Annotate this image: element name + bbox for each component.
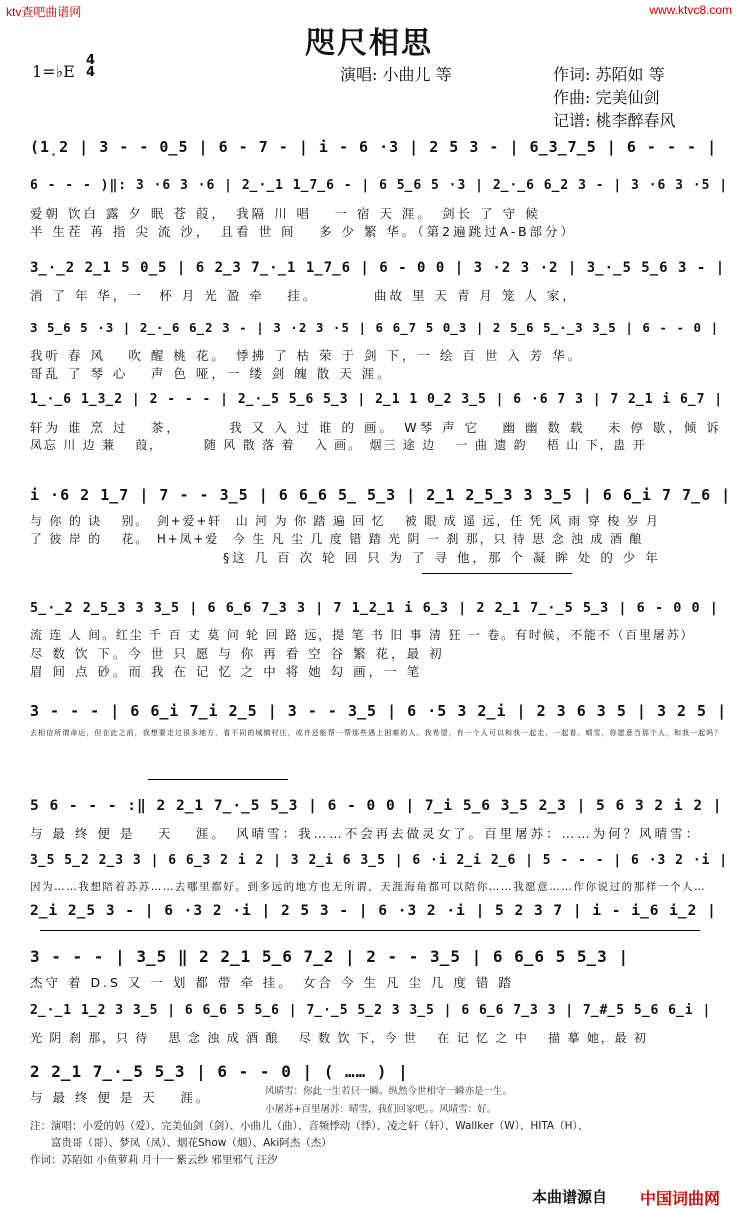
time-signature xyxy=(86,55,95,79)
dialogue-end-1: 风晴雪：你此一生若只一瞬。纵然今世相守一瞬亦是一生。 xyxy=(265,1086,513,1097)
watermark-right: www.ktvc8.com xyxy=(649,3,732,17)
lyric-line: 消 了 年 华，一 杯 月 光 盈 牵 挂。 曲故 里 天 青 月 笼 人 家， xyxy=(30,288,578,303)
notation-line: 5̲·̲2 2̲5̲3 3 3̲5 | 6 6̲6 7̲3 3 | 7 1̲2̲1 i 6̲3 | 2 2̲1 7̲·̲5 5̲3 | 6 - 0 0 | xyxy=(30,600,719,616)
lyric-line: 去相信所谓命运，但在此之前，我想要走过很多地方，看不同的城镇村庄，或许还能帮一帮那些遇上困难的人。我希望，有一个人可以和我一起走，一起看。晴雪，你愿意当那个人，和我一起吗？ xyxy=(30,729,723,737)
source-label: 本曲谱源自 xyxy=(532,1188,608,1206)
lyric-line: 凤忘 川 边 蒹 葭， 随 风 散 落 着 入 画。 烟三 途 边 一 曲 遗 韵 梧 山 下，蛊 开 xyxy=(30,438,647,452)
volta-2-line xyxy=(148,779,288,780)
lyric-line: 半 生茬 苒 指 尖 流 沙， 且看 世 间 多 少 繁 华。（第2遍跳过A-B部分） xyxy=(30,224,577,239)
lyric-line: 流 连 人 间。红尘 千 百 丈 莫 问 轮 回 路 远，提 笔 书 旧 事 清 狂 一 卷。有时候，不能不（百里屠苏） xyxy=(30,628,695,642)
notation-line: 2̲·̲1 1̲2 3 3̲5 | 6 6̲6 5 5̲6 | 7̲·̲5 5̲2 3 3̲5 | 6 6̲6 7̲3 3 | 7̲#̲5 5̲6 6̲i | xyxy=(30,1003,712,1018)
notation-line: 3 - - - | 6 6̲i 7̲i 2̲5 | 3 - - 3̲5 | 6 ·5 3 2̲i | 2 3 6 3 5 | 3 2 5 | xyxy=(30,702,728,720)
notation-line: 3 - - - | 3̲5 ‖ 2 2̲1 5̲6 7̲2 | 2 - - 3̲5 | 6 6̲6 5 5̲3 | xyxy=(30,947,630,966)
notation-line: 2 2̲1 7̲·̲5 5̲3 | 6 - - 0 | ( …… ) | xyxy=(30,1062,409,1081)
time-signature-bottom: 4 xyxy=(86,65,96,80)
notation-line: 3̲5 5̲2 2̲3 3 | 6 6̲3 2 i 2 | 3 2̲i 6 3̲5 | 6 ·i 2̲i 2̲6 | 5 - - - | 6 ·3 2 ·i | xyxy=(30,853,729,868)
notation-line: 5 6 - - - :‖ 2 2̲1 7̲·̲5 5̲3 | 6 - 0 0 | 7̲i 5̲6 3̲5 2̲3 | 5 6 3 2 i 2 | xyxy=(30,798,723,814)
notation-line: (1̣2 | 3 - - 0̲5 | 6 - 7 - | i - 6 ·3 | 2 5 3 - | 6̲3̲7̲5 | 6 - - - | xyxy=(30,138,718,156)
transcriber: 记谱: 桃李醉春风 xyxy=(553,111,676,130)
watermark-left: ktv查吧曲谱网 xyxy=(6,5,82,19)
notation-line: 3 5̲6 5 ·3 | 2̲·̲6 6̲2 3 - | 3 ·2 3 ·5 | 6 6̲7 5 0̲3 | 2 5̲6 5̲·̲3 3̲5 | 6 - - 0 | xyxy=(30,320,720,335)
lyric-line: 了 彼 岸 的 花。 H+凤+爱 今 生 凡 尘 几 度 错 踏 光 阴 一 刹 那，只 待 思 念 浊 成 酒 酿 xyxy=(30,532,644,546)
volta-1-line xyxy=(422,573,572,574)
time-signature-top: 4 xyxy=(86,53,96,68)
lyric-line: 爱朝 饮白 露 夕 眠 苍 葭， 我隔 川 唱 一 宿 天 涯。 剑长 了 守 候 xyxy=(30,206,541,221)
lyric-line: 与 最 终 便 是 天 涯。 xyxy=(30,1090,212,1105)
notation-line: 1̲·̲6 1̲3̲2 | 2 - - - | 2̲·̲5 5̲6 5̲3 | 2̲1 1 0̲2 3̲5 | 6 ·6 7 3 | 7 2̲1 i 6̲7 | xyxy=(30,392,724,407)
key-signature: 1=♭E xyxy=(32,62,75,81)
notation-line: 6 - - - )‖: 3 ·6 3 ·6 | 2̲·̲1 1̲7̲6 - | 6 5̲6 5 ·3 | 2̲·̲6 6̲2 3 - | 3 ·6 3 ·5 | xyxy=(30,178,729,193)
composer: 作曲: 完美仙剑 xyxy=(553,88,660,107)
lyric-line: 我听 春 风 吹 醒 桃 花。 悸拂 了 枯 荣 于 剑 下，一 绘 百 世 入 芳 华。 xyxy=(30,348,584,363)
lyric-line: 杰守 着 D.S 又 一 划 都 带 牵 挂。 女合 今 生 凡 尘 几 度 错 踏 xyxy=(30,975,514,990)
lyric-line: 哥乱 了 琴 心 声 色 哑，一 缕 剑 魄 散 天 涯。 xyxy=(30,366,393,381)
footnote-performers: 注：演唱：小爱的妈（爱）、完美仙剑（剑）、小曲儿（曲）、音频悸动（悸）、凌之轩（轩）、Wallker（W）、HITA（H）、 xyxy=(30,1120,589,1132)
lyricist: 作词: 苏陌如 等 xyxy=(553,65,665,84)
lyric-line: 与 你 的 诀 别。 剑+爱+轩 山 河 为 你 踏 遍 回 忆 被 眼 成 遥 远，任 凭 风 雨 穿 梭 岁 月 xyxy=(30,514,660,528)
footnote-lyricists: 作词：苏陌如 小鱼萝莉 月十一 紫云纱 邪里邪气 汪汐 xyxy=(30,1154,278,1166)
lyric-line: 因为……我想陪着苏苏……去哪里都好。到多远的地方也无所谓，天涯海角都可以陪你……我愿意……作你说过的那样一个人… xyxy=(30,881,707,893)
lyric-line: §这 几 百 次 轮 回 只 为 了 寻 他，那 个 凝 眸 处 的 少 年 xyxy=(30,550,661,565)
source-site-link[interactable]: 中国词曲网 xyxy=(640,1189,721,1208)
lyric-line: 与 最 终 便 是 天 涯。 风晴雪：我……不会再去做灵女了。百里屠苏：……为何？风晴雪： xyxy=(30,826,702,841)
singer: 演唱: 小曲儿 等 xyxy=(340,65,452,84)
lyric-line: 眉 间 点 砂。而 我 在 记 忆 之 中 将 她 勾 画，一 笔 xyxy=(30,664,423,679)
footnote-performers-cont: 富贵哥（哥）、梦凤（凤）、烟花Show（烟）、Aki阿杰（杰） xyxy=(30,1137,332,1149)
dialogue-end-2: 小屠苏+百里屠苏：晴雪，我们回家吧。。风晴雪：好。 xyxy=(265,1104,497,1115)
repeat-bracket-line xyxy=(40,930,700,931)
song-title: 咫尺相思 xyxy=(305,26,433,61)
notation-line: i ·6 2 1̲7 | 7 - - 3̲5 | 6 6̲6 5̲ 5̲3 | 2̲1 2̲5̲3 3 3̲5 | 6 6̲i 7 7̲6 | xyxy=(30,486,732,504)
lyric-line: 轩为 谁 烹 过 茶， 我 又 入 过 谁 的 画。 W琴 声 它 幽 幽 数 载 未 停 歇，倾 诉 xyxy=(30,420,722,435)
notation-line: 3̲·̲2 2̲1 5 0̲5 | 6 2̲3 7̲·̲1 1̲7̲6 | 6 - 0 0 | 3 ·2 3 ·2 | 3̲·̲5 5̲6 3 - | xyxy=(30,260,726,276)
lyric-line: 尽 数 饮 下。今 世 只 愿 与 你 再 看 空 谷 繁 花，最 初 xyxy=(30,646,445,661)
lyric-line: 光 阴 刹 那，只 待 思 念 浊 成 酒 酿 尽 数 饮 下，今 世 在 记 忆 之 中 描 摹 她，最 初 xyxy=(30,1031,648,1045)
notation-line: 2̲i 2̲5 3 - | 6 ·3 2 ·i | 2 5 3 - | 6 ·3 2 ·i | 5 2 3 7 | i - i̲6 i̲2 | xyxy=(30,903,717,919)
